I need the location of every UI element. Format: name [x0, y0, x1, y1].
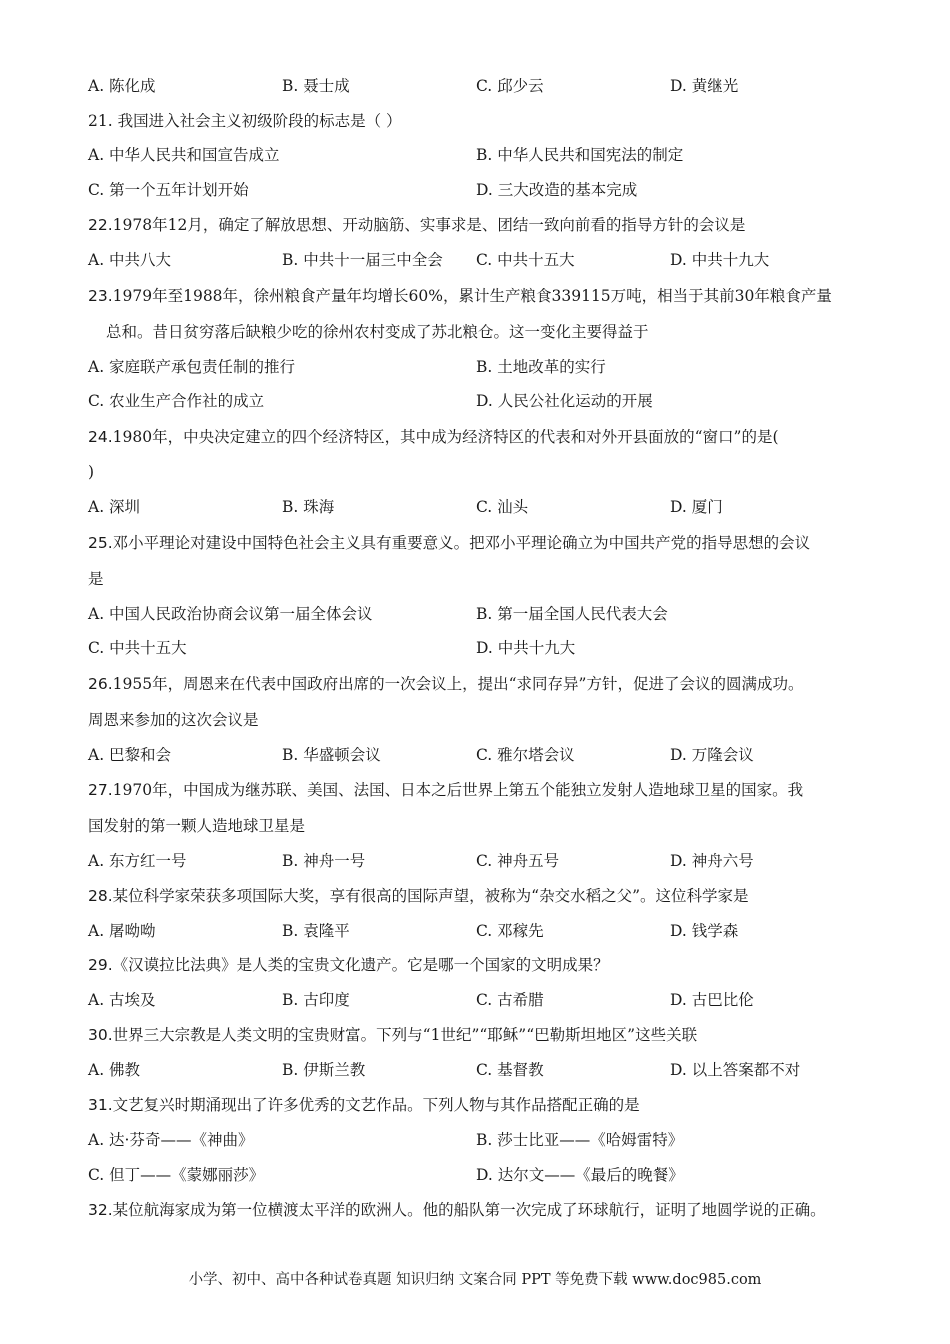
q24-option-d: D. 厦门 [670, 498, 723, 516]
q28-option-d: D. 钱学森 [670, 922, 739, 940]
q31-option-b: B. 莎士比亚——《哈姆雷特》 [476, 1131, 684, 1149]
page-footer: 小学、初中、高中各种试卷真题 知识归纳 文案合同 PPT 等免费下载 www.doc985.com [188, 1272, 762, 1288]
q22-text: 1978年12月，确定了解放思想、开动脑筋、实事求是、团结一致向前看的指导方针的会议是 [112, 216, 746, 234]
q29-option-c: C. 古希腊 [476, 991, 544, 1009]
q27-option-c: C. 神舟五号 [476, 852, 560, 870]
q32-stem [88, 1200, 826, 1220]
q30-option-d: D. 以上答案都不对 [670, 1061, 801, 1079]
q31-option-c: C. 但丁——《蒙娜丽莎》 [88, 1166, 265, 1184]
q22-option-b: B. 中共十一届三中全会 [282, 251, 443, 269]
q31-text: 文艺复兴时期涌现出了许多优秀的文艺作品。下列人物与其作品搭配正确的是 [112, 1096, 640, 1114]
q28-stem [88, 886, 749, 906]
q27-option-a: A. 东方红一号 [88, 852, 187, 870]
q32-number: 32. [88, 1201, 113, 1219]
q21-option-b: B. 中华人民共和国宪法的制定 [476, 146, 684, 164]
q25-text: 邓小平理论对建设中国特色社会主义具有重要意义。把邓小平理论确立为中国共产党的指导思想的会议 [112, 534, 811, 552]
q24-option-c: C. 汕头 [476, 498, 529, 516]
q26-option-c: C. 雅尔塔会议 [476, 746, 575, 764]
q22-option-c: C. 中共十五大 [476, 251, 575, 269]
q28-number: 28. [88, 887, 113, 905]
q24-stem-line2: ) [88, 463, 95, 481]
q32-text: 某位航海家成为第一位横渡太平洋的欧洲人。他的船队第一次完成了环球航行，证明了地圆学说的正确。 [112, 1201, 826, 1219]
q29-stem [88, 955, 609, 975]
q27-text: 1970年，中国成为继苏联、美国、法国、日本之后世界上第五个能独立发射人造地球卫星的国家。我 [112, 781, 804, 799]
q29-text: 《汉谟拉比法典》是人类的宝贵文化遗产。它是哪一个国家的文明成果？ [112, 956, 609, 974]
q20-option-d: D. 黄继光 [670, 77, 739, 95]
q27-number: 27. [88, 781, 113, 799]
q24-text: 1980年，中央决定建立的四个经济特区，其中成为经济特区的代表和对外开县面放的“窗口”的是( [112, 428, 779, 446]
q30-option-a: A. 佛教 [88, 1061, 141, 1079]
q22-number: 22. [88, 216, 113, 234]
q22-option-a: A. 中共八大 [88, 251, 172, 269]
q23-option-a: A. 家庭联产承包责任制的推行 [88, 358, 296, 376]
q25-option-a: A. 中国人民政治协商会议第一届全体会议 [88, 605, 373, 623]
q29-option-d: D. 古巴比伦 [670, 991, 754, 1009]
q21-option-c: C. 第一个五年计划开始 [88, 181, 249, 199]
q22-stem [88, 215, 745, 235]
q20-option-a: A. 陈化成 [88, 77, 156, 95]
q23-stem-line1 [88, 286, 832, 306]
q30-text: 世界三大宗教是人类文明的宝贵财富。下列与“1世纪”“耶稣”“巴勒斯坦地区”这些关联 [112, 1026, 698, 1044]
q26-option-b: B. 华盛顿会议 [282, 746, 381, 764]
q23-option-b: B. 土地改革的实行 [476, 358, 606, 376]
q28-option-a: A. 屠呦呦 [88, 922, 156, 940]
q27-option-d: D. 神舟六号 [670, 852, 754, 870]
q26-option-d: D. 万隆会议 [670, 746, 754, 764]
q21-option-d: D. 三大改造的基本完成 [476, 181, 638, 199]
q26-text: 1955年，周恩来在代表中国政府出席的一次会议上，提出“求同存异”方针，促进了会议的圆满成功。 [112, 675, 804, 693]
q27-stem-line2: 国发射的第一颗人造地球卫星是 [88, 817, 306, 835]
q30-number: 30. [88, 1026, 113, 1044]
q31-stem [88, 1095, 640, 1115]
q23-stem-line2: 总和。昔日贫穷落后缺粮少吃的徐州农村变成了苏北粮仓。这一变化主要得益于 [106, 323, 649, 341]
q30-option-b: B. 伊斯兰教 [282, 1061, 366, 1079]
q20-option-b: B. 聂士成 [282, 77, 350, 95]
q27-option-b: B. 神舟一号 [282, 852, 366, 870]
q25-stem-line1 [88, 533, 810, 553]
q30-stem [88, 1025, 697, 1045]
q28-text: 某位科学家荣获多项国际大奖，享有很高的国际声望，被称为“杂交水稻之父”。这位科学家是 [112, 887, 749, 905]
q23-option-d: D. 人民公社化运动的开展 [476, 392, 653, 410]
q25-stem-line2: 是 [88, 570, 104, 588]
q31-option-d: D. 达尔文——《最后的晚餐》 [476, 1166, 684, 1184]
q25-option-b: B. 第一届全国人民代表大会 [476, 605, 668, 623]
q26-option-a: A. 巴黎和会 [88, 746, 172, 764]
q21-option-a: A. 中华人民共和国宣告成立 [88, 146, 280, 164]
q23-option-c: C. 农业生产合作社的成立 [88, 392, 265, 410]
q24-option-a: A. 深圳 [88, 498, 141, 516]
q25-number: 25. [88, 534, 113, 552]
q26-number: 26. [88, 675, 113, 693]
q26-stem-line1 [88, 674, 803, 694]
q28-option-b: B. 袁隆平 [282, 922, 350, 940]
q29-option-b: B. 古印度 [282, 991, 350, 1009]
q27-stem-line1 [88, 780, 803, 800]
q25-option-c: C. 中共十五大 [88, 639, 187, 657]
q29-number: 29. [88, 956, 113, 974]
q26-stem-line2: 周恩来参加的这次会议是 [88, 711, 259, 729]
q31-number: 31. [88, 1096, 113, 1114]
q23-number: 23. [88, 287, 113, 305]
q23-text: 1979年至1988年，徐州粮食产量年均增长60%，累计生产粮食339115万吨，相当于其前30年粮食产量 [112, 287, 832, 305]
q31-option-a: A. 达·芬奇——《神曲》 [88, 1131, 254, 1149]
q30-option-c: C. 基督教 [476, 1061, 544, 1079]
q24-stem-line1 [88, 427, 779, 447]
q22-option-d: D. 中共十九大 [670, 251, 770, 269]
q21-stem: 21. 我国进入社会主义初级阶段的标志是（ ） [88, 112, 402, 130]
q20-option-c: C. 邱少云 [476, 77, 544, 95]
q29-option-a: A. 古埃及 [88, 991, 156, 1009]
q28-option-c: C. 邓稼先 [476, 922, 544, 940]
q25-option-d: D. 中共十九大 [476, 639, 576, 657]
q24-number: 24. [88, 428, 113, 446]
q24-option-b: B. 珠海 [282, 498, 335, 516]
